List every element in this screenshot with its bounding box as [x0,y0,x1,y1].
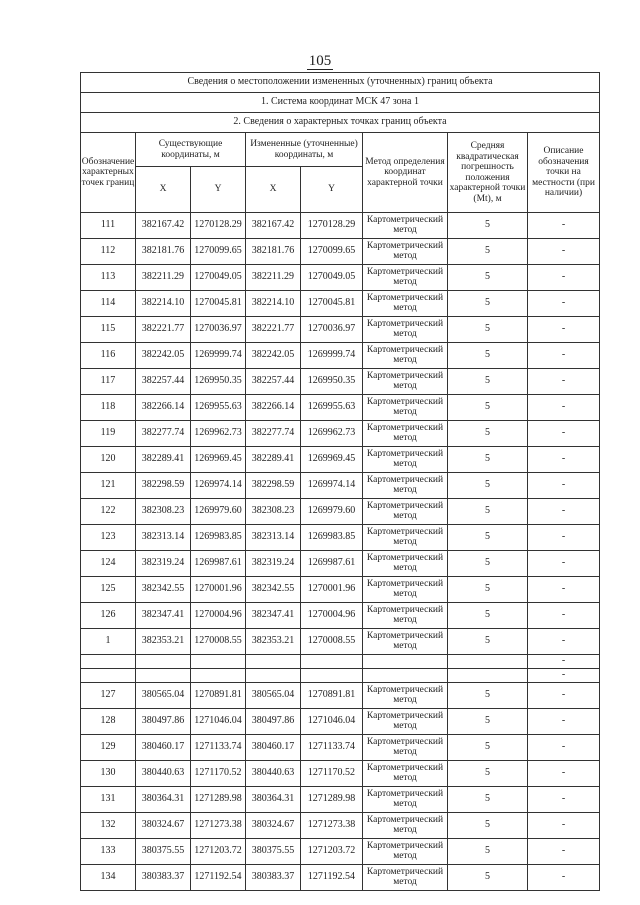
accuracy-cell: 5 [448,265,528,291]
accuracy-cell: 5 [448,629,528,655]
existing-x-cell: 382221.77 [136,317,191,343]
existing-x-cell: 382308.23 [136,499,191,525]
header-point: Обозначение характерных точек границ [81,133,136,213]
description-cell: - [528,683,600,709]
table-row [81,629,600,655]
existing-x-cell: 380565.04 [136,683,191,709]
existing-y-cell: 1269987.61 [191,551,246,577]
changed-y-cell: 1270001.96 [301,577,363,603]
table-row [81,291,600,317]
changed-x-cell: 380497.86 [246,709,301,735]
accuracy-cell: 5 [448,735,528,761]
existing-x-cell: 380383.37 [136,865,191,891]
point-cell: 116 [81,343,136,369]
existing-y-cell: 1270099.65 [191,239,246,265]
point-cell: 1 [81,629,136,655]
existing-y-cell: 1271203.72 [191,839,246,865]
point-cell: 128 [81,709,136,735]
existing-y-cell: 1271133.74 [191,735,246,761]
existing-y-cell: 1270004.96 [191,603,246,629]
description-cell: - [528,761,600,787]
header-accuracy: Средняя квадратическая погрешность положения характерной точки (Mt), м [448,133,528,213]
point-cell: 111 [81,213,136,239]
existing-x-cell: 382342.55 [136,577,191,603]
method-cell: Картометрический метод [363,447,448,473]
changed-x-cell: 382298.59 [246,473,301,499]
point-cell: 123 [81,525,136,551]
description-cell: - [528,603,600,629]
accuracy-cell: 5 [448,421,528,447]
method-cell: Картометрический метод [363,735,448,761]
coord-system-title: 1. Система координат МСК 47 зона 1 [81,93,600,113]
changed-y-cell: 1269950.35 [301,369,363,395]
table-row [81,865,600,891]
table-row [81,239,600,265]
existing-x-cell: 380460.17 [136,735,191,761]
changed-x-cell: 380460.17 [246,735,301,761]
changed-x-cell: 380375.55 [246,839,301,865]
changed-y-cell: 1270004.96 [301,603,363,629]
existing-x-cell: 380324.67 [136,813,191,839]
changed-x-cell: 382313.14 [246,525,301,551]
accuracy-cell: 5 [448,709,528,735]
point-cell: 112 [81,239,136,265]
changed-x-cell: 382319.24 [246,551,301,577]
changed-y-cell: 1271192.54 [301,865,363,891]
description-cell: - [528,577,600,603]
changed-x-cell: 382214.10 [246,291,301,317]
changed-x-cell: 382257.44 [246,369,301,395]
changed-y-cell: 1270008.55 [301,629,363,655]
method-cell: Картометрический метод [363,343,448,369]
table-row [81,603,600,629]
separator-row [81,655,600,669]
table-row [81,213,600,239]
description-cell: - [528,213,600,239]
table-row [81,343,600,369]
changed-x-cell: 380565.04 [246,683,301,709]
changed-y-cell: 1270036.97 [301,317,363,343]
accuracy-cell: 5 [448,447,528,473]
description-cell: - [528,317,600,343]
changed-y-cell: 1269999.74 [301,343,363,369]
changed-x-cell: 380324.67 [246,813,301,839]
table-head [81,73,600,213]
point-cell: 126 [81,603,136,629]
existing-x-cell: 382298.59 [136,473,191,499]
table-title: Сведения о местоположении измененных (уточненных) границ объекта [81,73,600,93]
point-cell: 115 [81,317,136,343]
description-cell: - [528,239,600,265]
description-cell: - [528,709,600,735]
existing-x-cell: 382289.41 [136,447,191,473]
existing-x-cell: 382277.74 [136,421,191,447]
separator-row [81,669,600,683]
table-row [81,421,600,447]
section-title: 2. Сведения о характерных точках границ объекта [81,113,600,133]
accuracy-cell: 5 [448,213,528,239]
existing-y-cell: 1271046.04 [191,709,246,735]
table-row [81,499,600,525]
existing-y-cell: 1270001.96 [191,577,246,603]
accuracy-cell: 5 [448,839,528,865]
existing-y-cell: 1270128.29 [191,213,246,239]
accuracy-cell: 5 [448,761,528,787]
point-cell: 127 [81,683,136,709]
method-cell: Картометрический метод [363,239,448,265]
changed-x-cell: 382181.76 [246,239,301,265]
changed-y-cell: 1270049.05 [301,265,363,291]
existing-x-cell: 382266.14 [136,395,191,421]
description-cell: - [528,421,600,447]
table-row [81,317,600,343]
point-cell: 114 [81,291,136,317]
changed-y-cell: 1271046.04 [301,709,363,735]
description-cell: - [528,865,600,891]
table-row [81,473,600,499]
method-cell: Картометрический метод [363,683,448,709]
changed-y-cell: 1270128.29 [301,213,363,239]
point-cell: 130 [81,761,136,787]
point-cell: 124 [81,551,136,577]
description-cell: - [528,813,600,839]
existing-y-cell: 1270049.05 [191,265,246,291]
method-cell: Картометрический метод [363,577,448,603]
table-body-group-1 [81,213,600,655]
description-cell: - [528,839,600,865]
changed-x-cell: 382353.21 [246,629,301,655]
accuracy-cell: 5 [448,473,528,499]
description-cell: - [528,525,600,551]
point-cell: 133 [81,839,136,865]
header-changed-y: Y [301,167,363,213]
existing-x-cell: 382319.24 [136,551,191,577]
point-cell: 117 [81,369,136,395]
description-cell: - [528,265,600,291]
accuracy-cell: 5 [448,683,528,709]
description-cell: - [528,787,600,813]
table-row [81,735,600,761]
description-cell: - [528,291,600,317]
method-cell: Картометрический метод [363,369,448,395]
table-row [81,683,600,709]
existing-y-cell: 1269969.45 [191,447,246,473]
existing-x-cell: 382257.44 [136,369,191,395]
point-cell: 134 [81,865,136,891]
description-cell: - [528,447,600,473]
point-cell: 120 [81,447,136,473]
method-cell: Картометрический метод [363,709,448,735]
existing-x-cell: 382347.41 [136,603,191,629]
changed-y-cell: 1270891.81 [301,683,363,709]
page-number-text: 105 [308,53,332,69]
separator-desc: - [528,669,600,683]
existing-y-cell: 1271170.52 [191,761,246,787]
table-row [81,839,600,865]
changed-x-cell: 380440.63 [246,761,301,787]
changed-x-cell: 382221.77 [246,317,301,343]
table-body-group-2 [81,683,600,891]
existing-y-cell: 1271289.98 [191,787,246,813]
table-row [81,551,600,577]
changed-y-cell: 1269969.45 [301,447,363,473]
description-cell: - [528,735,600,761]
method-cell: Картометрический метод [363,787,448,813]
point-cell: 131 [81,787,136,813]
table-row [81,369,600,395]
point-cell: 132 [81,813,136,839]
method-cell: Картометрический метод [363,317,448,343]
boundary-points-table [80,72,600,891]
method-cell: Картометрический метод [363,629,448,655]
header-existing: Существующие координаты, м [136,133,246,167]
page-number [0,53,640,69]
point-cell: 119 [81,421,136,447]
description-cell: - [528,369,600,395]
table-row [81,813,600,839]
changed-x-cell: 382342.55 [246,577,301,603]
header-description: Описание обозначения точки на местности (при наличии) [528,133,600,213]
accuracy-cell: 5 [448,551,528,577]
changed-x-cell: 382266.14 [246,395,301,421]
existing-y-cell: 1269962.73 [191,421,246,447]
description-cell: - [528,343,600,369]
description-cell: - [528,499,600,525]
accuracy-cell: 5 [448,499,528,525]
table-row [81,265,600,291]
existing-x-cell: 380440.63 [136,761,191,787]
changed-x-cell: 380364.31 [246,787,301,813]
existing-y-cell: 1269983.85 [191,525,246,551]
existing-y-cell: 1271273.38 [191,813,246,839]
point-cell: 129 [81,735,136,761]
table-row [81,447,600,473]
changed-x-cell: 382289.41 [246,447,301,473]
existing-x-cell: 382214.10 [136,291,191,317]
changed-y-cell: 1271273.38 [301,813,363,839]
changed-x-cell: 382347.41 [246,603,301,629]
method-cell: Картометрический метод [363,839,448,865]
changed-y-cell: 1271289.98 [301,787,363,813]
header-method: Метод определения координат характерной точки [363,133,448,213]
table-separator [81,655,600,683]
existing-x-cell: 382211.29 [136,265,191,291]
accuracy-cell: 5 [448,395,528,421]
table-row [81,709,600,735]
header-existing-y: Y [191,167,246,213]
point-cell: 113 [81,265,136,291]
accuracy-cell: 5 [448,577,528,603]
method-cell: Картометрический метод [363,291,448,317]
accuracy-cell: 5 [448,865,528,891]
table-row [81,525,600,551]
accuracy-cell: 5 [448,813,528,839]
existing-x-cell: 380375.55 [136,839,191,865]
method-cell: Картометрический метод [363,603,448,629]
header-existing-x: X [136,167,191,213]
changed-y-cell: 1271133.74 [301,735,363,761]
existing-x-cell: 380497.86 [136,709,191,735]
table-row [81,787,600,813]
separator-desc: - [528,655,600,669]
description-cell: - [528,551,600,577]
changed-x-cell: 382242.05 [246,343,301,369]
existing-y-cell: 1270036.97 [191,317,246,343]
changed-y-cell: 1269955.63 [301,395,363,421]
method-cell: Картометрический метод [363,525,448,551]
method-cell: Картометрический метод [363,473,448,499]
changed-x-cell: 382211.29 [246,265,301,291]
method-cell: Картометрический метод [363,813,448,839]
accuracy-cell: 5 [448,239,528,265]
existing-x-cell: 382353.21 [136,629,191,655]
existing-y-cell: 1269955.63 [191,395,246,421]
existing-y-cell: 1269999.74 [191,343,246,369]
changed-y-cell: 1269974.14 [301,473,363,499]
changed-x-cell: 380383.37 [246,865,301,891]
method-cell: Картометрический метод [363,213,448,239]
method-cell: Картометрический метод [363,395,448,421]
existing-x-cell: 382181.76 [136,239,191,265]
point-cell: 122 [81,499,136,525]
existing-y-cell: 1269974.14 [191,473,246,499]
point-cell: 125 [81,577,136,603]
accuracy-cell: 5 [448,369,528,395]
existing-x-cell: 382242.05 [136,343,191,369]
changed-y-cell: 1270045.81 [301,291,363,317]
method-cell: Картометрический метод [363,499,448,525]
table-row [81,761,600,787]
existing-y-cell: 1270008.55 [191,629,246,655]
description-cell: - [528,395,600,421]
point-cell: 121 [81,473,136,499]
method-cell: Картометрический метод [363,421,448,447]
accuracy-cell: 5 [448,291,528,317]
changed-y-cell: 1269962.73 [301,421,363,447]
existing-y-cell: 1269950.35 [191,369,246,395]
existing-y-cell: 1270891.81 [191,683,246,709]
existing-y-cell: 1269979.60 [191,499,246,525]
changed-y-cell: 1269987.61 [301,551,363,577]
table-row [81,395,600,421]
method-cell: Картометрический метод [363,265,448,291]
changed-x-cell: 382167.42 [246,213,301,239]
method-cell: Картометрический метод [363,761,448,787]
accuracy-cell: 5 [448,525,528,551]
table-row [81,577,600,603]
changed-y-cell: 1271203.72 [301,839,363,865]
header-changed-x: X [246,167,301,213]
changed-y-cell: 1271170.52 [301,761,363,787]
existing-x-cell: 380364.31 [136,787,191,813]
accuracy-cell: 5 [448,343,528,369]
existing-y-cell: 1271192.54 [191,865,246,891]
accuracy-cell: 5 [448,787,528,813]
description-cell: - [528,629,600,655]
method-cell: Картометрический метод [363,551,448,577]
method-cell: Картометрический метод [363,865,448,891]
existing-y-cell: 1270045.81 [191,291,246,317]
header-changed: Измененные (уточненные) координаты, м [246,133,363,167]
point-cell: 118 [81,395,136,421]
accuracy-cell: 5 [448,317,528,343]
changed-x-cell: 382308.23 [246,499,301,525]
changed-y-cell: 1270099.65 [301,239,363,265]
changed-y-cell: 1269983.85 [301,525,363,551]
accuracy-cell: 5 [448,603,528,629]
existing-x-cell: 382313.14 [136,525,191,551]
changed-y-cell: 1269979.60 [301,499,363,525]
existing-x-cell: 382167.42 [136,213,191,239]
changed-x-cell: 382277.74 [246,421,301,447]
description-cell: - [528,473,600,499]
